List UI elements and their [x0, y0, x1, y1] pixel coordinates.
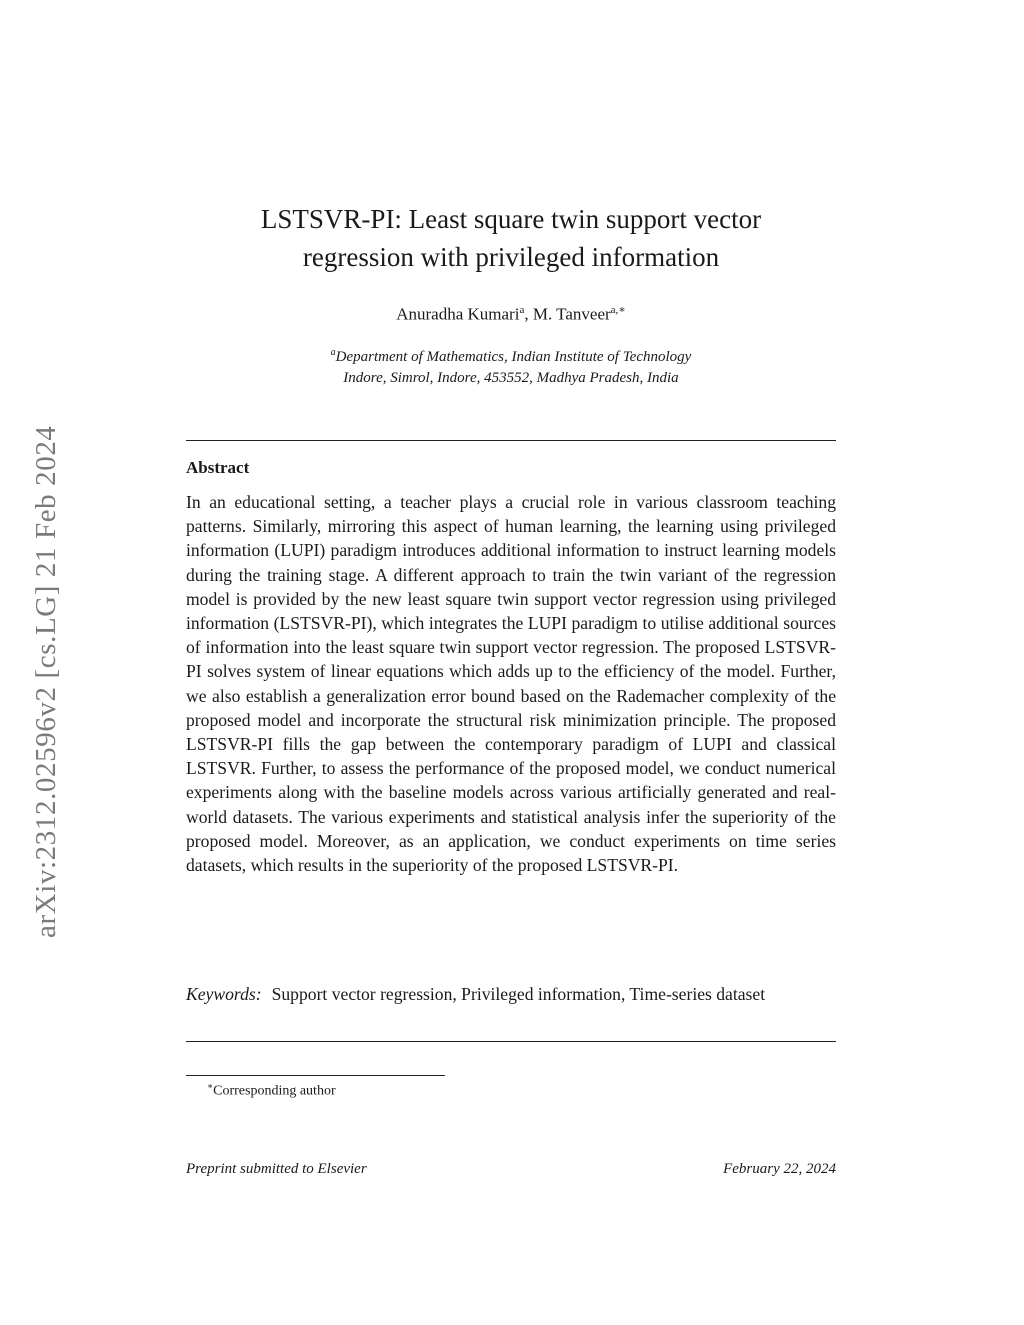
preprint-note: Preprint submitted to Elsevier [186, 1161, 367, 1177]
footnote-text: Corresponding author [213, 1083, 336, 1099]
affiliation-line-2: Indore, Simrol, Indore, 453552, Madhya Pradesh, India [343, 370, 679, 386]
footer-date: February 22, 2024 [723, 1161, 836, 1177]
author-name: M. Tanveer [532, 304, 611, 324]
title-line-2: regression with privileged information [302, 242, 720, 272]
author-separator: , [524, 304, 533, 324]
paper-title [186, 200, 836, 276]
affiliation [186, 342, 836, 389]
footnote-mark: ∗ [207, 1081, 214, 1091]
arxiv-identifier: arXiv:2312.02596v2 [cs.LG] 21 Feb 2024 [30, 425, 62, 938]
affiliation-line-1: Department of Mathematics, Indian Institute of Technology [335, 349, 692, 365]
footnote-rule [186, 1075, 445, 1076]
abstract-text: In an educational setting, a teacher plays a crucial role in various classroom teaching patterns. Similarly, mirroring this aspect of human learning, the learning using privileged information (LUPI) paradigm introduces additional information to instruct learning models during the training stage. A different approach to train the twin variant of the regression model is provided by the new least square twin support vector regression using privileged information (LSTSVR-PI), which integrates the LUPI paradigm to utilise additional sources of information into the least square twin support vector regression. The proposed LSTSVR-PI solves system of linear equations which adds up to the efficiency of the model. Further, we also establish a generalization error bound based on the Rademacher complexity of the proposed model and incorporate the structural risk minimization principle. The proposed LSTSVR-PI fills the gap between the contemporary paradigm of LUPI and classical LSTSVR. Further, to assess the performance of the proposed model, we conduct numerical experiments along with the baseline models across various artificially generated and real-world datasets. The various experiments and statistical analysis infer the superiority of the proposed model. Moreover, as an application, we conduct experiments on time series datasets, which results in the superiority of the proposed LSTSVR-PI. [186, 492, 836, 876]
title-line-1: LSTSVR-PI: Least square twin support vector [260, 204, 762, 234]
abstract-heading: Abstract [186, 458, 250, 477]
keywords [186, 982, 836, 1006]
affiliation-mark: a [519, 304, 525, 316]
keywords-label: Keywords: [186, 984, 262, 1004]
author-list [186, 303, 836, 325]
abstract-top-rule [186, 440, 836, 441]
footnote [207, 1081, 336, 1100]
affiliation-mark: a [330, 347, 336, 358]
abstract-bottom-rule [186, 1041, 836, 1042]
affiliation-mark: a,∗ [610, 304, 626, 316]
keywords-text: Support vector regression, Privileged information, Time-series dataset [271, 984, 766, 1004]
author-name: Anuradha Kumari [396, 304, 520, 324]
